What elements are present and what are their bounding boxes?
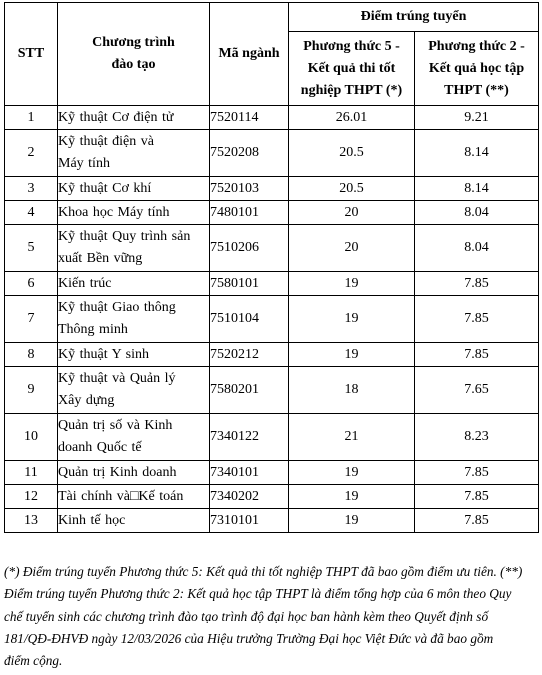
header-method5-line1: Phương thức 5 - (303, 38, 400, 54)
cell-method5-score: 19 (289, 461, 415, 485)
table-row (5, 201, 539, 225)
program-name-line: Kỹ thuật Cơ điện tử (58, 109, 174, 125)
table-row (5, 272, 539, 296)
program-name-line: Kỹ thuật Cơ khí (58, 180, 152, 196)
cell-method2-score: 7.85 (415, 509, 539, 533)
program-name-line: Kỹ thuật điện và (58, 134, 154, 149)
footnote-line-5: điểm cộng. (4, 653, 63, 669)
cell-stt: 3 (5, 177, 58, 201)
cell-method5-score: 26.01 (289, 106, 415, 130)
table-row (5, 177, 539, 201)
cell-method2-score: 8.04 (415, 225, 539, 272)
cell-stt: 12 (5, 485, 58, 509)
cell-code: 7520114 (210, 106, 289, 130)
cell-code: 7310101 (210, 509, 289, 533)
cell-code: 7340101 (210, 461, 289, 485)
cell-code: 7510206 (210, 225, 289, 272)
header-method2-line1: Phương thức 2 - (428, 38, 525, 54)
header-stt: STT (5, 3, 58, 106)
cell-method5-score: 20 (289, 225, 415, 272)
cell-method5-score: 18 (289, 367, 415, 414)
cell-method5-score: 21 (289, 414, 415, 461)
cell-method2-score: 7.85 (415, 461, 539, 485)
footnote-line-1: (*) Điểm trúng tuyển Phương thức 5: Kết quả thi tốt nghiệp THPT đã bao gồm điểm ưu tiên. (**) (4, 564, 523, 579)
table-row (5, 106, 539, 130)
program-name-line: doanh Quốc tế (58, 440, 142, 455)
cell-method2-score: 9.21 (415, 106, 539, 130)
cell-method5-score: 20.5 (289, 130, 415, 177)
header-program-line2: đào tạo (111, 57, 156, 72)
table-row (5, 414, 539, 461)
admission-scores-table (4, 2, 539, 533)
program-name-line: xuất Bền vững (58, 251, 143, 266)
cell-stt: 6 (5, 272, 58, 296)
table-row (5, 509, 539, 533)
table-row (5, 343, 539, 367)
cell-code: 7480101 (210, 201, 289, 225)
program-name-line: Kiến trúc (58, 275, 112, 291)
table-row (5, 367, 539, 414)
header-code: Mã ngành (210, 3, 289, 106)
cell-method2-score: 7.85 (415, 272, 539, 296)
cell-stt: 10 (5, 414, 58, 461)
header-program-line1: Chương trình (92, 35, 175, 50)
header-method2-line2: Kết quả học tập (428, 60, 525, 76)
header-program (58, 3, 210, 106)
program-name-line: Xây dựng (58, 393, 115, 408)
cell-method2-score: 7.85 (415, 485, 539, 509)
cell-program (58, 509, 210, 533)
cell-stt: 1 (5, 106, 58, 130)
cell-program (58, 106, 210, 130)
cell-program (58, 461, 210, 485)
cell-code: 7340122 (210, 414, 289, 461)
cell-code: 7580201 (210, 367, 289, 414)
cell-method2-score: 8.14 (415, 177, 539, 201)
program-name-line: Máy tính (58, 156, 110, 171)
program-name-line: Quản trị số và Kinh (58, 418, 173, 433)
cell-stt: 11 (5, 461, 58, 485)
table-row (5, 225, 539, 272)
program-name-line: Thông minh (58, 322, 128, 337)
cell-program (58, 225, 210, 272)
cell-code: 7520212 (210, 343, 289, 367)
cell-method2-score: 8.04 (415, 201, 539, 225)
cell-code: 7510104 (210, 296, 289, 343)
cell-method5-score: 19 (289, 272, 415, 296)
header-method5-line2: Kết quả thi tốt (307, 60, 396, 76)
program-name-line: Khoa học Máy tính (58, 204, 170, 220)
cell-program (58, 367, 210, 414)
cell-stt: 9 (5, 367, 58, 414)
cell-program (58, 296, 210, 343)
footnote-line-4: 181/QĐ-ĐHVĐ ngày 12/03/2026 của Hiệu trưởng Trường Đại học Việt Đức và đã bao gồm (4, 630, 494, 646)
cell-program (58, 177, 210, 201)
table-row (5, 130, 539, 177)
cell-program (58, 201, 210, 225)
cell-method2-score: 8.14 (415, 130, 539, 177)
header-method2-line3: THPT (**) (444, 82, 509, 98)
header-score-group: Điểm trúng tuyển (289, 3, 539, 32)
cell-code: 7580101 (210, 272, 289, 296)
cell-method2-score: 7.85 (415, 343, 539, 367)
program-name-line: Kỹ thuật Giao thông (58, 300, 176, 315)
cell-method5-score: 20 (289, 201, 415, 225)
cell-stt: 13 (5, 509, 58, 533)
cell-method2-score: 7.85 (415, 296, 539, 343)
cell-method5-score: 19 (289, 343, 415, 367)
program-name-line: Kinh tế học (58, 512, 126, 528)
footnote-line-3: chế tuyển sinh các chương trình đào tạo trình độ đại học ban hành kèm theo Quyết định số (4, 608, 489, 624)
table-body (5, 106, 539, 533)
program-name-line: Kỹ thuật Y sinh (58, 346, 150, 362)
table-row (5, 485, 539, 509)
program-name-line: Quản trị Kinh doanh (58, 464, 177, 480)
program-name-line: Kỹ thuật Quy trình sản (58, 229, 191, 244)
table-row (5, 461, 539, 485)
cell-stt: 8 (5, 343, 58, 367)
cell-stt: 7 (5, 296, 58, 343)
cell-stt: 4 (5, 201, 58, 225)
footnote-line-2: Điểm trúng tuyển Phương thức 2: Kết quả học tập THPT là điểm tổng hợp của 6 môn theo Quy (4, 586, 512, 602)
cell-method5-score: 19 (289, 485, 415, 509)
header-method2 (415, 32, 539, 106)
cell-program (58, 485, 210, 509)
cell-method2-score: 7.65 (415, 367, 539, 414)
cell-program (58, 414, 210, 461)
cell-code: 7520103 (210, 177, 289, 201)
cell-stt: 2 (5, 130, 58, 177)
header-method5-line3: nghiệp THPT (*) (300, 82, 403, 98)
program-name-line: Tài chính và□Kế toán (58, 488, 184, 504)
cell-code: 7340202 (210, 485, 289, 509)
cell-method2-score: 8.23 (415, 414, 539, 461)
cell-stt: 5 (5, 225, 58, 272)
program-name-line: Kỹ thuật và Quản lý (58, 371, 176, 386)
cell-program (58, 343, 210, 367)
cell-program (58, 130, 210, 177)
footnote (4, 561, 540, 672)
cell-method5-score: 19 (289, 296, 415, 343)
cell-method5-score: 20.5 (289, 177, 415, 201)
cell-method5-score: 19 (289, 509, 415, 533)
table-row (5, 296, 539, 343)
cell-code: 7520208 (210, 130, 289, 177)
cell-program (58, 272, 210, 296)
header-method5 (289, 32, 415, 106)
